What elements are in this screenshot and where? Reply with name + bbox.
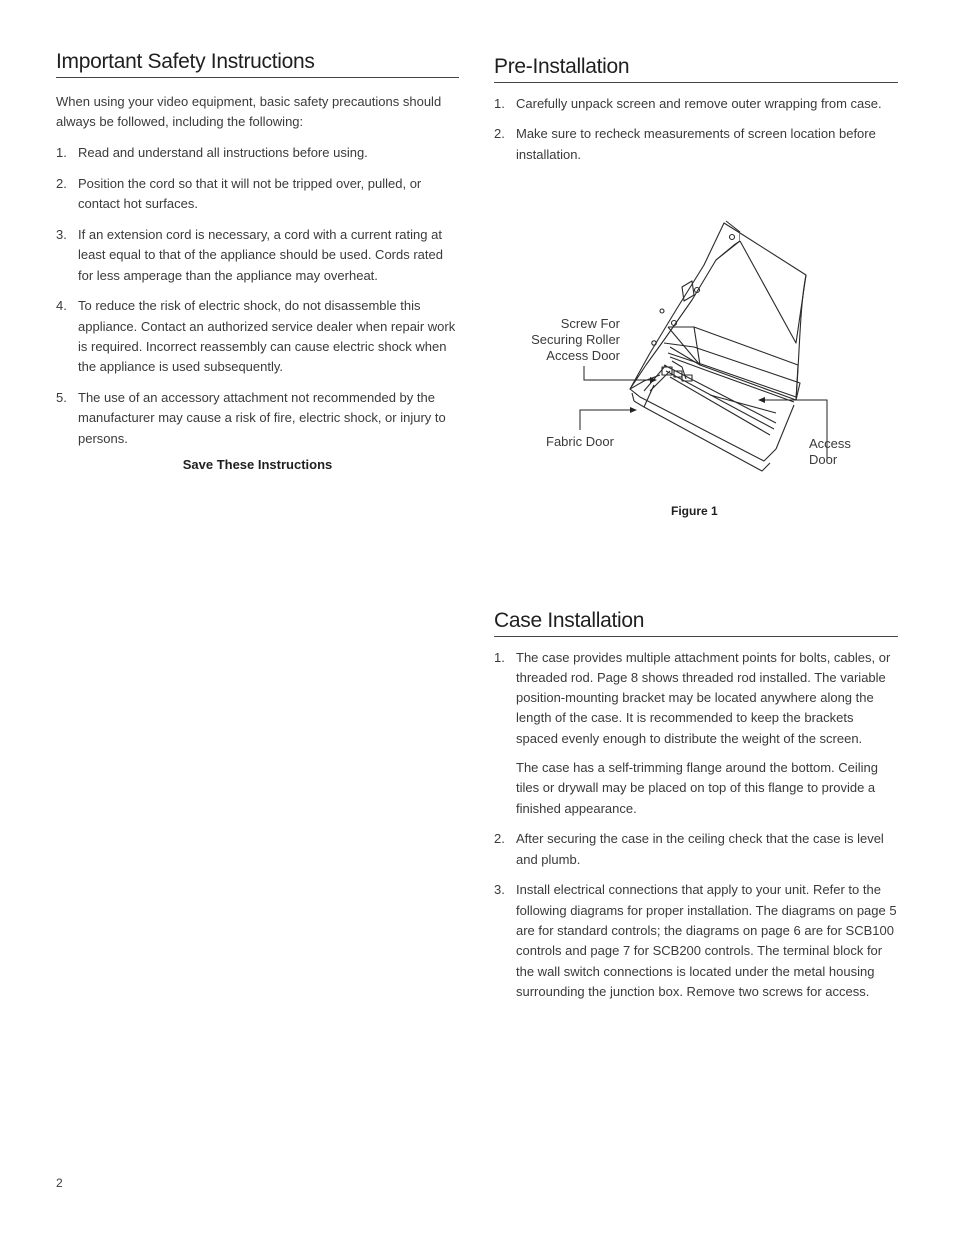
access-door-label: Access Door [809,436,851,467]
safety-item: 3. If an extension cord is necessary, a cord with a current rating at least equal to that of the appliance should be used. Cords rated for less amperage than the appliance may overheat. [56,226,443,283]
figure-caption: Figure 1 [671,504,718,518]
case-install-section [494,609,898,1002]
safety-heading: Important Safety Instructions [56,50,459,78]
preinstall-item: 1. Carefully unpack screen and remove outer wrapping from case. [494,95,882,111]
case-install-flange-note: The case has a self-trimming flange around the bottom. Ceiling tiles or drywall may be placed on top of this flange to provide a finished appearance. [516,759,879,816]
figure-1 [494,215,898,525]
preinstall-item: 2. Make sure to recheck measurements of screen location before installation. [494,126,876,162]
fabric-door-label: Fabric Door [546,434,614,449]
preinstall-heading: Pre-Installation [494,55,898,83]
screw-callout-label: Screw For Securing Roller Access Door [531,316,620,363]
safety-item: 5. The use of an accessory attachment not recommended by the manufacturer may cause a risk of fire, electric shock, or injury to persons. [56,390,446,446]
case-install-item: 2. After securing the case in the ceiling check that the case is level and plumb. [494,831,884,867]
preinstall-list [494,94,898,165]
safety-section [56,50,459,472]
preinstall-section [494,55,898,165]
case-install-item: 3. Install electrical connections that apply to your unit. Refer to the following diagrams for proper installation. The diagrams on page 5 are for standard controls; the diagrams on page 6 are for SCB100 controls and page 7 for SCB200 controls. The terminal block for the wall switch connections is located under the metal housing surrounding the junction box. Remove two screws for access. [494,882,897,999]
case-install-list [494,648,898,1003]
page-number: 2 [56,1176,63,1190]
safety-item: 1. Read and understand all instructions before using. [56,145,368,161]
save-instructions-note: Save These Instructions [182,456,333,472]
case-install-item: 1. The case provides multiple attachment points for bolts, cables, or threaded rod. Page 8 shows threaded rod installed. The variable position-mounting bracket may be located anywhere along the length of the case. It is recommended to keep the brackets spaced evenly enough to distribute the weight of the screen. The case has a self-trimming flange around the bottom. Ceiling tiles or drywall may be placed on top of this flange to provide a finished appearance. [494,648,898,819]
safety-item: 2. Position the cord so that it will not be tripped over, pulled, or contact hot surfaces. [56,175,422,212]
safety-item: 4. To reduce the risk of electric shock, do not disassemble this appliance. Contact an authorized service dealer when repair work is required. Incorrect reassembly can cause electric shock when the appliance is used subsequently. [56,298,456,375]
safety-intro: When using your video equipment, basic safety precautions should always be followed, including the following: [56,94,442,130]
safety-list [56,143,459,449]
case-install-heading: Case Installation [494,609,898,637]
